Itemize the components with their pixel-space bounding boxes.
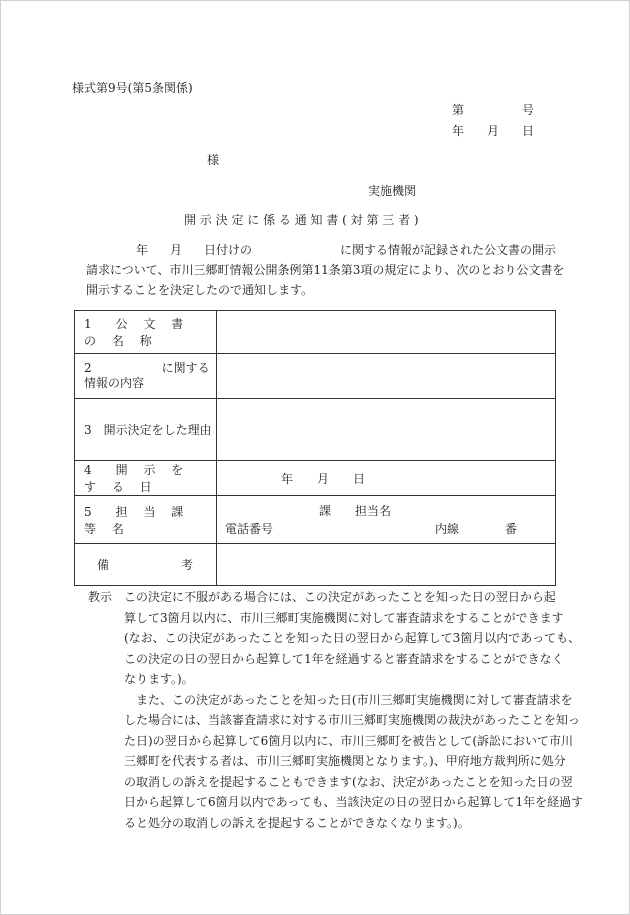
notes-line: た日)の翌日から起算して6箇月以内に、市川三郷町を被告として(訴訟において市川 (124, 733, 574, 748)
label-disclosure-reason: 3 開示決定をした理由 (75, 399, 217, 461)
table-row-department (75, 496, 556, 544)
label-remarks: 備 考 (75, 544, 217, 586)
notes-line: 日から起算して6箇月以内であっても、当該決定の日の翌日から起算して1年を経過す (124, 795, 584, 809)
label-disclosure-date: 4 開 示 を す る 日 (75, 461, 217, 496)
label-document-name: 1 公 文 書 の 名 称 (75, 311, 217, 354)
notes-line: (なお、この決定があったことを知った日の翌日から起算して3箇月以内であっても、 (124, 631, 581, 645)
form-table (74, 310, 556, 586)
table-row-document-name (75, 311, 556, 354)
table-row-disclosure-reason (75, 399, 556, 461)
table-row-information-content (75, 354, 556, 399)
doc-number-go: 号 (522, 103, 535, 117)
notes-line: 三郷町を代表する者は、市川三郷町実施機関となります。)、甲府地方裁判所に処分 (124, 754, 566, 768)
document-title: 開 示 決 定 に 係 る 通 知 書 ( 対 第 三 者 ) (184, 213, 419, 227)
intro-line-3: 開示することを決定したので通知します。 (86, 283, 314, 297)
field-document-name (217, 311, 556, 354)
addressee-sama: 様 (207, 153, 220, 167)
intro-line-1: 年 月 日付けの に関する情報が記録された公文書の開示 (136, 243, 557, 257)
notes-line: 教示 この決定に不服がある場合には、この決定があったことを知った日の翌日から起 (88, 590, 556, 604)
instruction-notes (88, 587, 584, 833)
field-disclosure-date: 年 月 日 (217, 461, 556, 496)
issuer: 実施機関 (368, 184, 417, 198)
label-information-content: 2 に関する 情報の内容 (75, 354, 217, 399)
field-department: 課 担当名 電話番号 内線 番 (217, 496, 556, 544)
date-year: 年 (452, 124, 465, 138)
notes-line: この決定の日の翌日から起算して1年を経過すると審査請求をすることができなく (124, 651, 564, 666)
table-row-disclosure-date (75, 461, 556, 496)
notes-line: なります。)。 (124, 672, 194, 686)
intro-paragraph (86, 240, 565, 300)
field-information-content (217, 354, 556, 399)
doc-number-dai: 第 (452, 103, 465, 117)
notes-line: ると処分の取消しの訴えを提起することができなくなります。)。 (124, 815, 470, 830)
form-number: 様式第9号(第5条関係) (72, 81, 193, 95)
date-day: 日 (522, 124, 535, 138)
label-department: 5 担 当 課 等 名 (75, 496, 217, 544)
date-month: 月 (487, 124, 500, 138)
notes-line: の取消しの訴えを提起することもできます(なお、決定があったことを知った日の翌 (124, 774, 573, 789)
notes-line: した場合には、当該審査請求に対する市川三郷町実施機関の裁決があったことを知っ (124, 713, 580, 727)
table-row-remarks (75, 544, 556, 586)
field-disclosure-reason (217, 399, 556, 461)
notes-line: また、この決定があったことを知った日(市川三郷町実施機関に対して審査請求を (136, 692, 573, 707)
notes-line: 算して3箇月以内に、市川三郷町実施機関に対して審査請求をすることができます (124, 610, 564, 625)
intro-line-2: 請求について、市川三郷町情報公開条例第11条第3項の規定により、次のとおり公文書を (86, 263, 565, 277)
field-remarks (217, 544, 556, 586)
